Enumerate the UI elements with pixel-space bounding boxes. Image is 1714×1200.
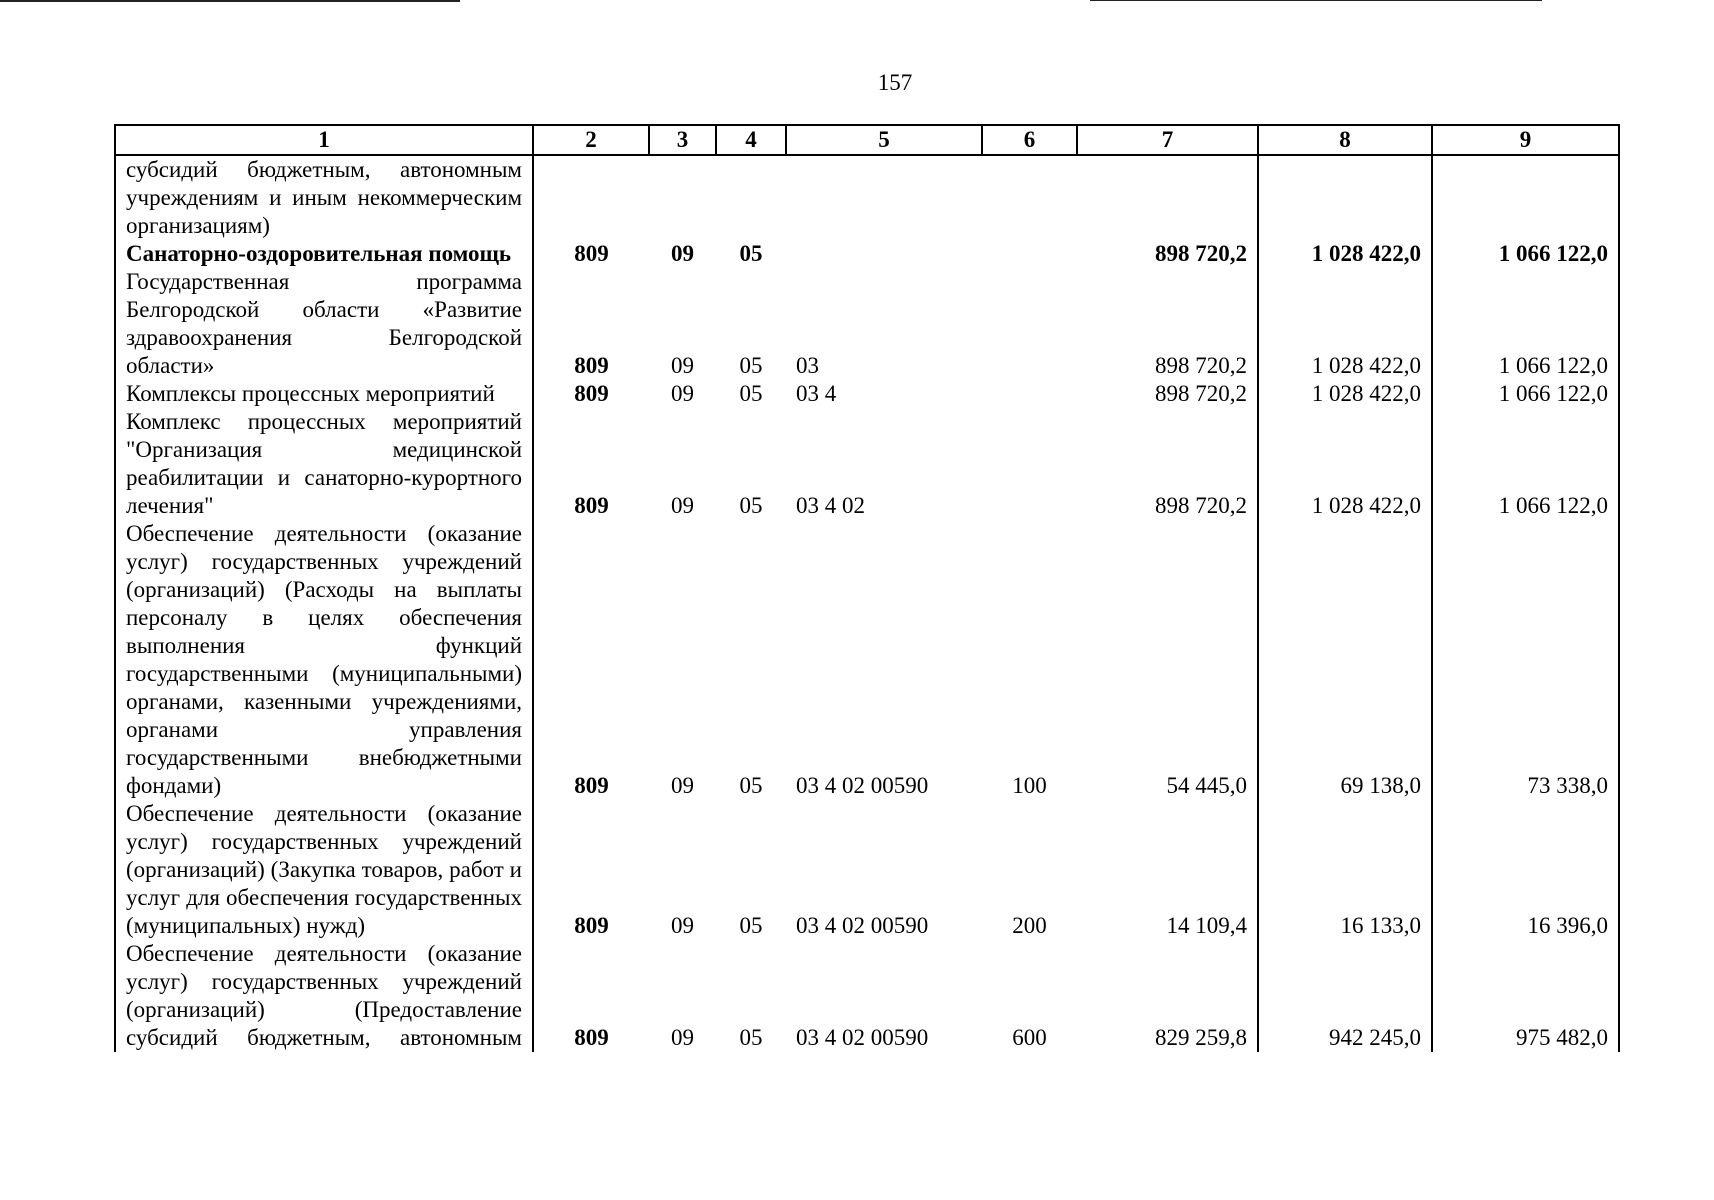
cell-section: 09 [671,913,694,938]
header-cell-2: 2 [533,125,649,155]
cell-expense-type [982,268,1077,380]
cell-section: 09 [671,381,694,406]
cell-amount-col9: 1 066 122,0 [1432,380,1619,408]
row-name: Обеспечение деятельности (оказание услуг) государственных учреждений (организаций) (Предоставление субсидий бюджетным, автономным [115,940,533,1052]
row-name: Санаторно-оздоровительная помощь [115,240,533,268]
row-name: Обеспечение деятельности (оказание услуг) государственных учреждений (организаций) (Закупка товаров, работ и услуг для обеспечения государственных (муниципальных) нужд) [115,800,533,940]
cell-target-article [786,155,982,240]
cell-ministry-code: 809 [533,240,649,268]
header-row [115,125,1619,155]
cell-ministry-code: 809 [533,408,649,520]
row-name: Комплексы процессных мероприятий [115,380,533,408]
cell-subsection: 05 [739,773,763,798]
cell-amount-col9: 16 396,0 [1432,800,1619,940]
row-name: Обеспечение деятельности (оказание услуг) государственных учреждений (организаций) (Расходы на выплаты персоналу в целях обеспечения выполнения функций государственными (муниципальными) органами, казенными учреждениями, органами управления государственными внебюджетными фондами) [115,520,533,800]
cell-subsection: 05 [739,493,763,518]
header-cell-6: 6 [982,125,1077,155]
cell-amount-col7: 898 720,2 [1077,268,1258,380]
header-cell-3: 3 [649,125,716,155]
cell-section [649,155,716,240]
cell-target-article: 03 4 02 [796,493,865,518]
cell-ministry-code [533,155,649,240]
table-row [115,408,1619,520]
row-name: Государственная программа Белгородской области «Развитие здравоохранения Белгородской области» [115,268,533,380]
table-row [115,520,1619,800]
cell-amount-col9: 1 066 122,0 [1432,268,1619,380]
cell-amount-col7: 54 445,0 [1077,520,1258,800]
page-number: 157 [877,70,913,95]
scan-edge-line-right [1090,0,1542,1]
scan-edge-line-left [0,0,460,2]
cell-section: 09 [671,353,694,378]
cell-amount-col9: 1 066 122,0 [1432,408,1619,520]
row-name: Комплекс процессных мероприятий "Организация медицинской реабилитации и санаторно-курортного лечения" [115,408,533,520]
cell-target-article [786,240,982,268]
table-row [115,800,1619,940]
cell-amount-col9: 1 066 122,0 [1432,240,1619,268]
cell-amount-col8: 16 133,0 [1258,800,1432,940]
header-cell-8: 8 [1258,125,1432,155]
header-cell-9: 9 [1432,125,1619,155]
cell-amount-col8: 69 138,0 [1258,520,1432,800]
budget-table [114,124,1620,1052]
cell-target-article: 03 4 02 00590 [796,773,929,798]
table-row [115,380,1619,408]
cell-target-article: 03 [796,353,819,378]
header-cell-1: 1 [115,125,533,155]
cell-amount-col9: 975 482,0 [1432,940,1619,1052]
cell-subsection: 05 [739,1025,763,1050]
header-cell-5: 5 [786,125,982,155]
cell-subsection: 05 [739,381,763,406]
cell-expense-type: 600 [1012,1025,1047,1050]
cell-section: 09 [671,241,694,266]
cell-target-article: 03 4 02 00590 [796,1025,929,1050]
table-row [115,940,1619,1052]
cell-section: 09 [671,1025,694,1050]
header-cell-7: 7 [1077,125,1258,155]
cell-expense-type [982,155,1077,240]
cell-amount-col7: 829 259,8 [1077,940,1258,1052]
cell-target-article: 03 4 [796,381,837,406]
cell-subsection: 05 [739,353,763,378]
cell-expense-type: 100 [1012,773,1047,798]
cell-amount-col8: 1 028 422,0 [1258,380,1432,408]
cell-amount-col7: 14 109,4 [1077,800,1258,940]
cell-target-article: 03 4 02 00590 [796,913,929,938]
cell-amount-col8 [1258,155,1432,240]
cell-amount-col7: 898 720,2 [1077,408,1258,520]
cell-subsection: 05 [739,913,763,938]
cell-ministry-code: 809 [533,800,649,940]
cell-subsection [716,155,786,240]
cell-expense-type [982,380,1077,408]
cell-ministry-code: 809 [533,520,649,800]
table-row [115,268,1619,380]
cell-amount-col7 [1077,155,1258,240]
cell-amount-col8: 1 028 422,0 [1258,240,1432,268]
cell-ministry-code: 809 [533,268,649,380]
cell-amount-col8: 1 028 422,0 [1258,408,1432,520]
cell-expense-type [982,408,1077,520]
cell-section: 09 [671,493,694,518]
cell-amount-col9 [1432,155,1619,240]
row-name: субсидий бюджетным, автономным учреждениям и иным некоммерческим организациям) [115,155,533,240]
table-row [115,240,1619,268]
cell-expense-type: 200 [1012,913,1047,938]
cell-amount-col7: 898 720,2 [1077,380,1258,408]
header-cell-4: 4 [716,125,786,155]
cell-amount-col8: 1 028 422,0 [1258,268,1432,380]
table-row [115,155,1619,240]
cell-ministry-code: 809 [533,940,649,1052]
cell-amount-col9: 73 338,0 [1432,520,1619,800]
cell-subsection: 05 [739,241,763,266]
cell-amount-col8: 942 245,0 [1258,940,1432,1052]
cell-section: 09 [671,773,694,798]
cell-expense-type [982,240,1077,268]
cell-amount-col7: 898 720,2 [1077,240,1258,268]
cell-ministry-code: 809 [533,380,649,408]
